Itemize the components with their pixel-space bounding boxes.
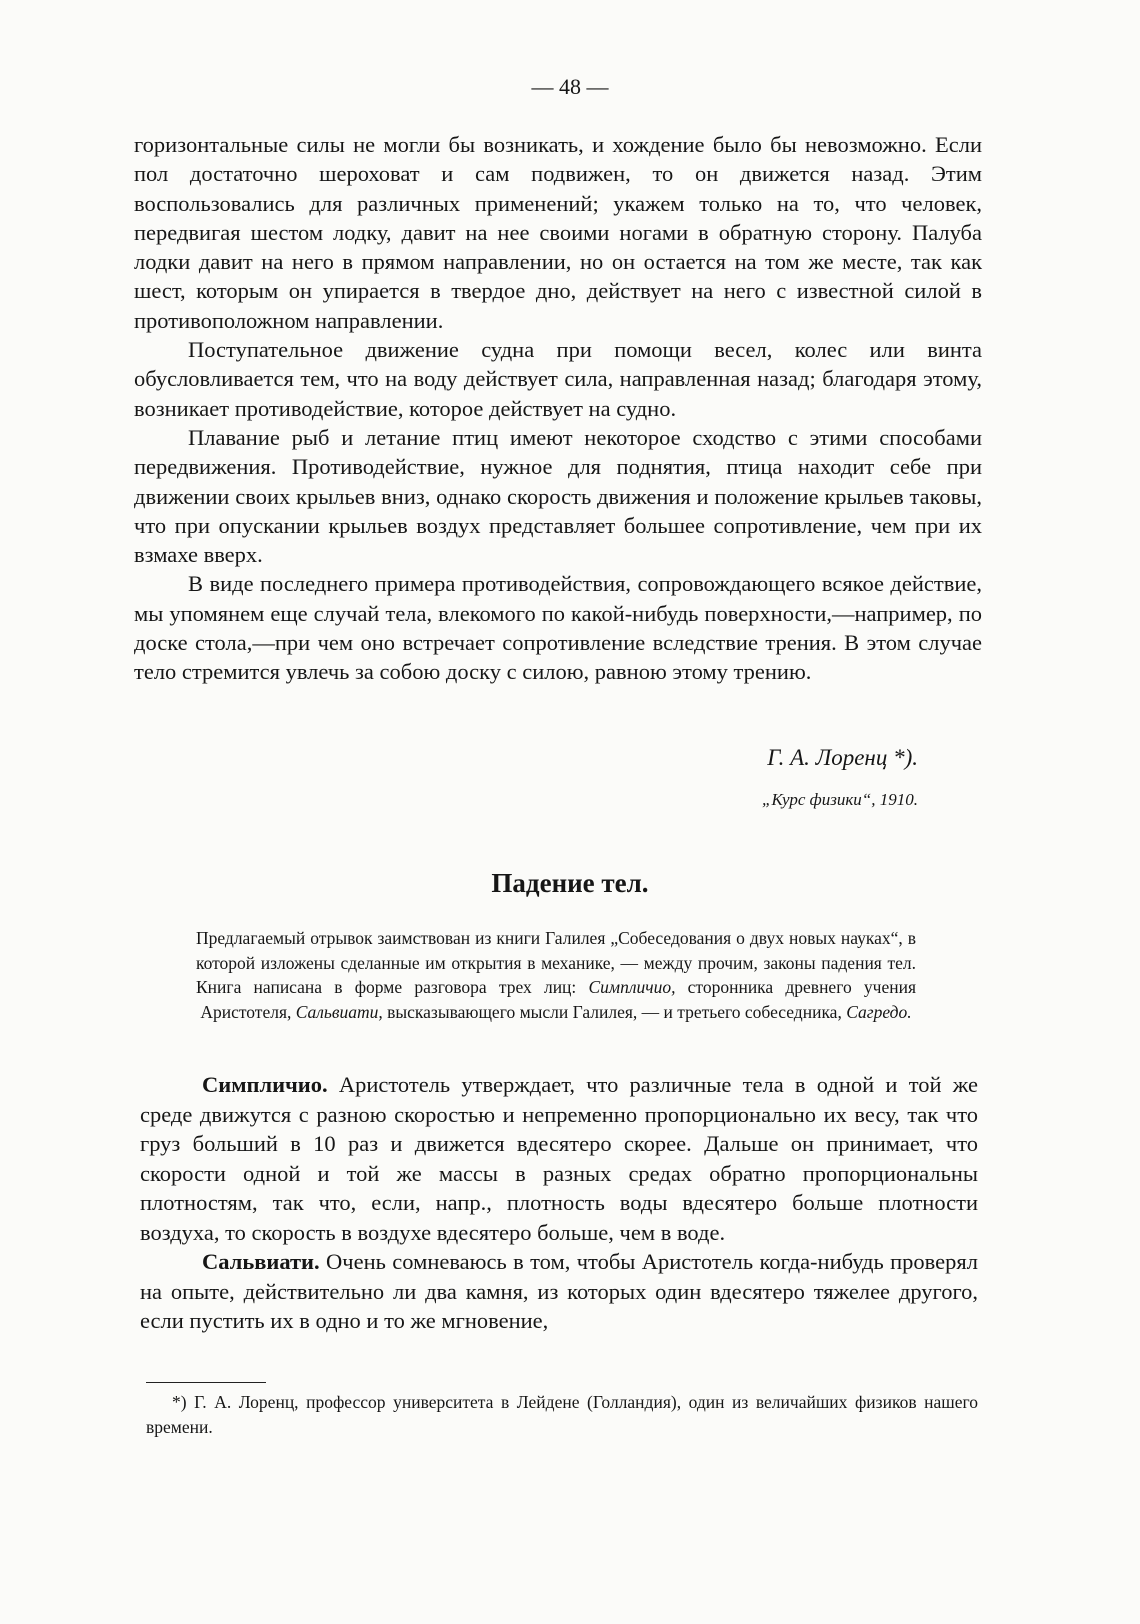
dialog-turn	[140, 1070, 978, 1247]
footnote-divider	[146, 1382, 266, 1383]
footnote-text: *) Г. А. Лоренц, профессор университета в Лейдене (Голландия), один из величайших физиков нашего времени.	[146, 1392, 978, 1437]
intro-text: сторонника древнего учения Аристотеля,	[200, 977, 916, 1022]
speech-text: Очень сомневаюсь в том, чтобы Аристотель когда-нибудь проверял на опыте, действительно ли два камня, из которых один вдесятеро тяжелее другого, если пустить их в одно и то же мгновение,	[140, 1249, 978, 1333]
paragraph: Поступательное движение судна при помощи весел, колес или винта обусловливается тем, что на воду действует сила, направленная назад; благодаря этому, возникает противодействие, которое действует на судно.	[134, 337, 982, 421]
character-name: Симпличио,	[588, 977, 676, 998]
section-intro	[196, 926, 916, 1024]
lorentz-excerpt	[134, 130, 982, 687]
paragraph: В виде последнего примера противодействия, сопровождающего всякое действие, мы упомянем еще случай тела, влекомого по какой-нибудь поверхности,—например, по доске стола,—при чем оно встречает сопротивление вследствие трения. В этом случае тело стремится увлечь за собою доску с силою, равною этому трению.	[134, 571, 982, 685]
source-citation: „Курс физики“, 1910.	[762, 790, 918, 809]
character-name: Сагредо.	[846, 1001, 912, 1022]
paragraph: Плавание рыб и летание птиц имеют некоторое сходство с этими способами передвижения. Противодействие, нужное для поднятия, птица находит себе при движении своих крыльев вниз, однако скорость движения и положение крыльев таковы, что при опускании крыльев воздух представляет большее сопротивление, чем при их взмахе вверх.	[134, 424, 982, 568]
footnote	[146, 1390, 978, 1440]
section-title: Падение тел.	[491, 868, 649, 898]
speaker-name: Симпличио.	[202, 1072, 328, 1097]
author-signature: Г. А. Лоренц *).	[767, 745, 918, 770]
character-name: Сальвиати,	[295, 1001, 383, 1022]
page-number: — 48 —	[531, 74, 609, 99]
speech-text: Аристотель утверждает, что различные тела в одной и той же среде движутся с разною скоростью и непременно пропорционально их весу, так что груз больший в 10 раз и движется вдесятеро скорее. Дальше он принимает, что скорости одной и той же массы в разных средах обратно пропорциональны плотностям, так что, если, напр., плотность воды вдесятеро больше плотности воздуха, то скорость в воздухе вдесятеро больше, чем в воде.	[140, 1072, 978, 1245]
speaker-name: Сальвиати.	[202, 1249, 320, 1274]
intro-text: Предлагаемый отрывок заимствован из книги Галилея „Собеседования о двух новых науках“, в которой изложены сделанные им открытия в механике, — между прочим, законы падения тел. Книга написана в форме разговора трех лиц:	[196, 928, 916, 998]
paragraph: горизонтальные силы не могли бы возникать, и хождение было бы невозможно. Если пол достаточно шероховат и сам подвижен, то он движется назад. Этим воспользовались для различных применений; укажем только на то, что человек, передвигая шестом лодку, давит на нее своими ногами в обратную сторону. Палуба лодки давит на него в прямом направлении, но он остается на том же месте, так как шест, которым он упирается в твердое дно, действует на него с известной силой в противоположном направлении.	[134, 132, 982, 333]
dialog-turn	[140, 1247, 978, 1336]
intro-text: высказывающего мысли Галилея, — и третьего собеседника,	[382, 1001, 847, 1022]
dialog	[140, 1070, 978, 1336]
